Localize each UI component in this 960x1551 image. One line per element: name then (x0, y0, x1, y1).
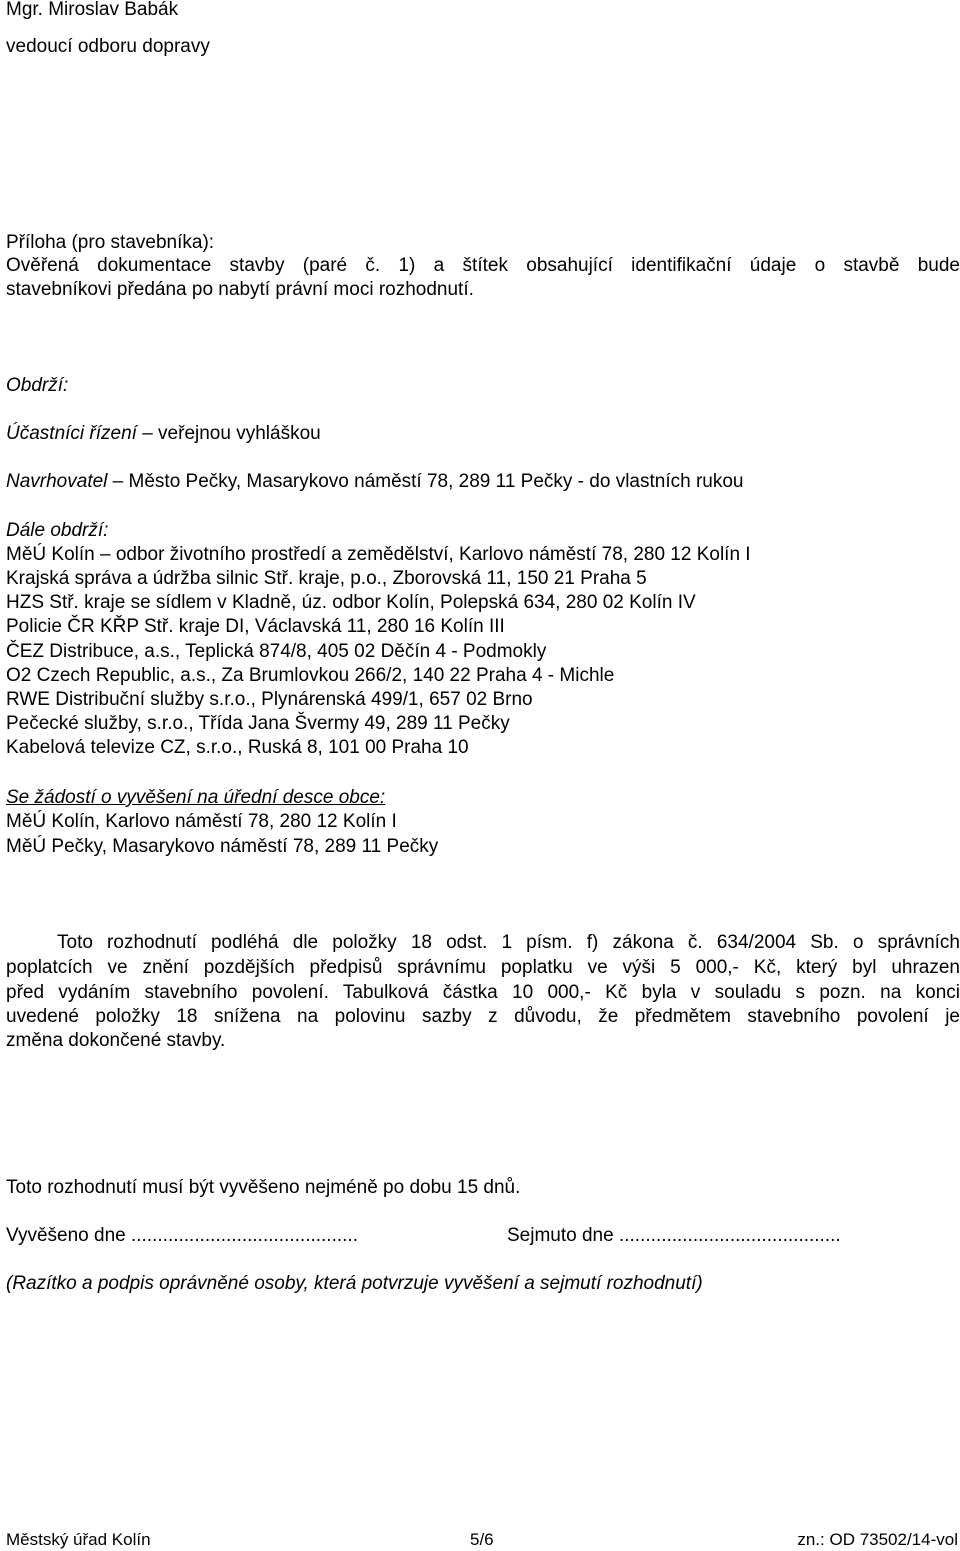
removed-date-field: Sejmuto dne .......................................... (507, 1225, 841, 1246)
posted-date-field: Vyvěšeno dne ........................................... (6, 1225, 358, 1246)
posting-request-heading: Se žádostí o vyvěšení na úřední desce obce: (6, 787, 386, 808)
signatory-role: vedoucí odboru dopravy (6, 36, 210, 57)
posting-office-item: MěÚ Kolín, Karlovo náměstí 78, 280 12 Kolín I (6, 811, 397, 832)
applicant-label: Navrhovatel (6, 471, 108, 492)
recipient-item: ČEZ Distribuce, a.s., Teplická 874/8, 405 02 Děčín 4 - Podmokly (6, 641, 547, 662)
participants-detail: – veřejnou vyhláškou (136, 423, 321, 444)
posting-office-item: MěÚ Pečky, Masarykovo náměstí 78, 289 11 Pečky (6, 836, 439, 857)
fee-paragraph-line-4: uvedené položky 18 snížena na polovinu sazby z důvodu, že předmětem stavebního povolení je (6, 1006, 960, 1027)
signatory-name: Mgr. Miroslav Babák (6, 0, 179, 20)
participants-label: Účastníci řízení (6, 423, 137, 444)
recipient-item: O2 Czech Republic, a.s., Za Brumlovkou 266/2, 140 22 Praha 4 - Michle (6, 665, 615, 686)
recipient-item: RWE Distribuční služby s.r.o., Plynárenská 499/1, 657 02 Brno (6, 689, 533, 710)
footer-page-number: 5/6 (470, 1530, 494, 1549)
participants-line (6, 422, 321, 445)
recipient-item: Policie ČR KŘP Stř. kraje DI, Václavská 11, 280 16 Kolín III (6, 616, 505, 637)
attachment-heading: Příloha (pro stavebníka): (6, 232, 215, 253)
fee-paragraph-line-3: před vydáním stavebního povolení. Tabulková částka 10 000,- Kč byla v souladu s pozn. na konci (6, 982, 960, 1003)
applicant-detail: – Město Pečky, Masarykovo náměstí 78, 289 11 Pečky - do vlastních rukou (107, 471, 744, 492)
recipient-item: Krajská správa a údržba silnic Stř. kraje, p.o., Zborovská 11, 150 21 Praha 5 (6, 568, 647, 589)
posting-duration-note: Toto rozhodnutí musí být vyvěšeno nejméně po dobu 15 dnů. (6, 1177, 521, 1198)
applicant-line (6, 470, 743, 493)
further-recipients-heading: Dále obdrží: (6, 520, 109, 541)
fee-paragraph-line-2: poplatcích ve znění pozdějších předpisů správnímu poplatku ve výši 5 000,- Kč, který byl uhrazen (6, 957, 960, 978)
fee-paragraph-line-1: Toto rozhodnutí podléhá dle položky 18 odst. 1 písm. f) zákona č. 634/2004 Sb. o správních (57, 932, 960, 953)
stamp-note: (Razítko a podpis oprávněné osoby, která potvrzuje vyvěšení a sejmutí rozhodnutí) (6, 1273, 703, 1294)
recipient-item: HZS Stř. kraje se sídlem v Kladně, úz. odbor Kolín, Polepská 634, 280 02 Kolín IV (6, 592, 696, 613)
recipients-heading: Obdrží: (6, 375, 69, 396)
recipient-item: MěÚ Kolín – odbor životního prostředí a zemědělství, Karlovo náměstí 78, 280 12 Kolín I (6, 544, 751, 565)
recipient-item: Kabelová televize CZ, s.r.o., Ruská 8, 101 00 Praha 10 (6, 737, 469, 758)
recipient-item: Pečecké služby, s.r.o., Třída Jana Švermy 49, 289 11 Pečky (6, 713, 510, 734)
attachment-text-line-2: stavebníkovi předána po nabytí právní moci rozhodnutí. (6, 279, 474, 300)
footer-office: Městský úřad Kolín (6, 1530, 151, 1549)
footer-reference: zn.: OD 73502/14-vol (797, 1530, 958, 1549)
attachment-text-line-1: Ověřená dokumentace stavby (paré č. 1) a štítek obsahující identifikační údaje o stavbě bude (6, 255, 960, 276)
fee-paragraph-line-5: změna dokončené stavby. (6, 1030, 226, 1051)
